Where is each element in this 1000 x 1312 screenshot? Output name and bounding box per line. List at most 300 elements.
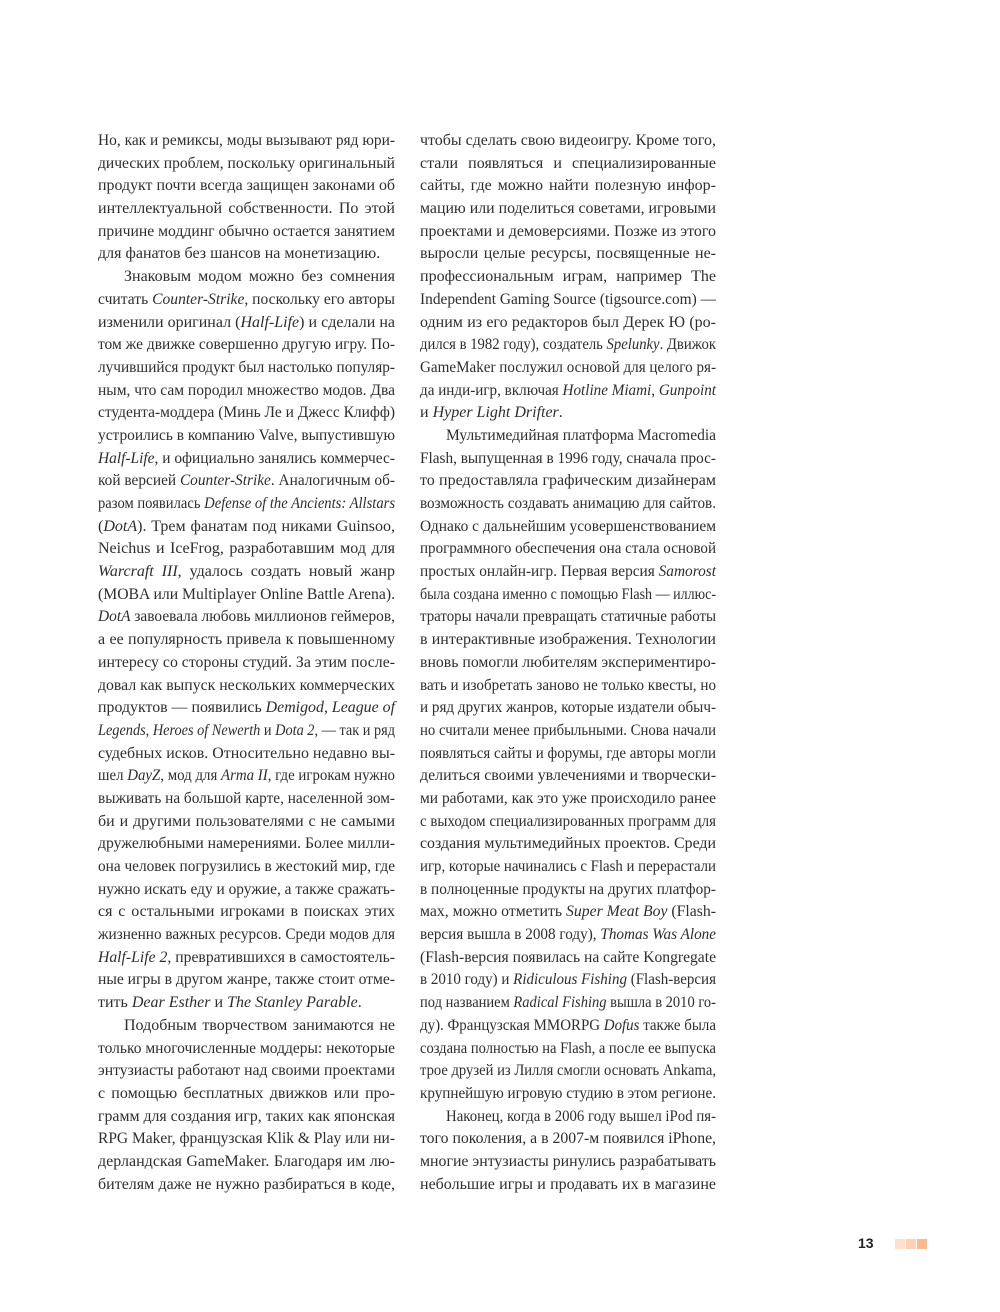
italic-title: Warcraft III [98,563,178,581]
text-run: завоевала любовь миллионов геймеров, [130,608,395,626]
text-line [98,1015,395,1038]
text-run: интересу со стороны студий. За этим после- [98,653,395,671]
text-run: Independent Gaming Source (tigsource.com) — [420,290,716,308]
text-run: тить [98,994,132,1012]
text-line-content [98,221,395,244]
text-line [420,538,716,561]
text-line-content [98,697,395,720]
text-line [420,947,716,970]
italic-title: Super Meat Boy [565,903,668,921]
text-line [420,289,716,312]
text-run: вать и изобретать заново не только квесты, но [420,676,716,694]
text-line-content [446,425,716,448]
text-line [98,243,395,266]
text-line-content [420,198,716,221]
text-line-content [98,675,395,698]
text-run: то предоставляла графическим дизайнерам [420,472,716,490]
text-line-content [420,289,716,312]
text-line [420,697,716,720]
text-run: разом появилась [98,495,205,512]
text-line [420,448,716,471]
text-line-content [98,470,395,493]
text-line [420,1128,716,1151]
italic-title: Dear Esther [131,994,211,1012]
text-line [420,969,716,992]
text-run: мацию или поделиться советами, игровыми [420,200,716,218]
text-line [98,833,395,856]
text-line-content [98,856,395,879]
text-line-content [98,765,395,788]
text-run: шел [98,767,128,785]
text-line [98,153,395,176]
text-run: выросли целые ресурсы, посвященные не- [420,245,716,263]
text-line-content [420,606,716,629]
text-run: ми работами, как это уже происходило ранее [420,789,716,807]
text-run: студента-моддера (Минь Ле и Джесс Клифф) [98,404,395,422]
text-line [98,1038,395,1061]
text-run: ные игры в другом жанре, также стоит отме- [98,971,395,989]
text-run: с помощью бесплатных движков или про- [98,1084,395,1102]
text-run: траторы начали превращать статичные работы [420,608,716,626]
text-run: сайты, где можно найти полезную инфор- [420,177,716,195]
text-line [98,493,395,516]
text-run: интеллектуальной собственности. По этой [98,200,395,218]
text-line [420,312,716,335]
text-line-content [98,652,395,675]
text-line [420,425,716,448]
text-run: грамм для создания игр, таких как японская [98,1107,395,1125]
text-run: изменили оригинал ( [98,313,241,331]
text-run: Мультимедийная платформа Macromedia [446,426,716,444]
text-line [98,879,395,902]
text-run: профессиональным играм, например The [420,268,716,286]
text-run: , мод для [160,767,222,785]
text-line-content [420,879,716,902]
text-line [98,175,395,198]
text-run: ). Трем фанатам под никами Guinsoo, [137,517,395,535]
text-line-content [420,1060,716,1083]
text-run: была создана именно с помощью Flash — иллюс- [420,585,716,603]
italic-title: Dofus [603,1016,640,1034]
text-line-content [420,901,716,924]
text-line [98,743,395,766]
text-line [420,833,716,856]
text-run: нужно искать еду и оружие, а также сражать- [98,880,395,898]
text-line-content [420,969,716,992]
text-line [420,1015,716,1038]
text-line [98,901,395,924]
text-line-content [98,743,395,766]
text-run: и ряд других жанров, которые издатели обыч- [420,699,716,717]
text-line [420,1083,716,1106]
text-run: продукт почти всегда защищен законами об [98,177,395,195]
text-line-content [420,402,563,425]
decorative-square [895,1239,905,1249]
text-line-content [420,652,716,675]
text-line-content [98,402,395,425]
text-run: трое друзей из Лилля смогли основать Ankama, [420,1062,716,1080]
text-run: (Flash- [667,903,716,921]
text-line-content [420,1083,716,1106]
text-run: да инди-игр, включая [420,381,563,399]
text-line [420,516,716,539]
text-line-content [420,1038,716,1061]
text-run: в полноценные продукты на других платфор- [420,880,716,898]
text-line [420,652,716,675]
page-number: 13 [858,1235,874,1251]
text-line-content [420,448,716,471]
text-run: чтобы сделать свою видеоигру. Кроме того, [420,132,716,149]
text-line [98,1151,395,1174]
text-line-content [98,947,395,970]
text-line [98,561,395,584]
text-line-content [420,584,716,607]
text-run: . [558,404,563,422]
text-line [98,720,395,743]
text-run: игр, которые начинались с Flash и перерастали [420,858,716,875]
text-line-content [420,380,716,403]
text-line [98,606,395,629]
text-run: для фанатов без шансов на монетизацию. [98,245,381,263]
text-run: ) и сделали на [299,313,396,331]
text-run: причине моддинг обычно остается занятием [98,222,395,240]
text-line-content [420,175,716,198]
text-line-content [420,470,716,493]
text-line [420,153,716,176]
text-line [98,856,395,879]
text-line [98,1128,395,1151]
text-line [98,992,395,1015]
text-line [98,924,395,947]
text-run: одним из его редакторов был Дерек Ю (ро- [420,313,716,331]
text-run: также была [639,1016,716,1034]
text-line-content [420,811,716,834]
text-line-content [98,992,362,1015]
text-run: бителям даже не нужно разбираться в коде, [98,1175,395,1193]
text-run: выживать на большой карте, населенной зом- [98,789,395,807]
text-line-content [98,289,395,312]
text-line-content [98,629,395,652]
text-run: она человек погрузились в жестокий мир, где [98,858,395,875]
text-line [98,380,395,403]
text-line [98,266,395,289]
text-line-content [98,1038,395,1061]
text-line [98,448,395,471]
text-run: . Движок [659,336,716,354]
text-line [420,380,716,403]
text-line [98,652,395,675]
text-line-content [420,357,716,380]
text-line-content [420,561,716,584]
text-run: простых онлайн-игр. Первая версия [420,563,659,581]
text-run: судебных исков. Относительно недавно вы- [98,744,395,762]
text-line-content [420,833,716,856]
text-line-content [98,1174,395,1197]
text-run: в 2010 году) и [420,971,514,989]
text-run: RPG Maker, французская Klik & Play или ни- [98,1130,395,1148]
text-run: вновь помогли любителям экспериментиро- [420,653,716,671]
text-line [420,856,716,879]
text-line [420,606,716,629]
text-run: , [145,721,153,739]
text-line-content [420,743,716,766]
text-line [420,221,716,244]
text-run: в интерактивные изображения. Технологии [420,631,716,649]
italic-title: Gunpoint [658,381,716,399]
text-run: Neichus и IceFrog, разработавшим мод для [98,540,395,558]
text-line-content [420,1151,716,1174]
text-line-content [98,606,395,629]
text-line-content [420,992,716,1015]
text-line-content [98,243,380,266]
text-line-content [98,175,395,198]
text-run: стали появляться и специализированные [420,154,716,172]
text-run: дических проблем, поскольку оригинальный [98,154,395,172]
text-line-content [420,334,716,357]
text-run: а ее популярность привела к повышенному [98,631,395,649]
text-run: и [420,404,433,422]
text-line-content [98,538,395,561]
text-line-content [98,1106,395,1129]
text-run: только многочисленные моддеры: некоторые [98,1039,395,1057]
text-line-content [98,561,395,584]
text-line-content [420,130,716,153]
text-run: крупнейшую игровую студию в этом регионе. [420,1084,716,1102]
text-line-content [420,675,716,698]
text-line [420,334,716,357]
italic-title: Thomas Was Alone [600,926,716,944]
text-line-content [124,266,395,289]
text-line [98,221,395,244]
text-run: . [357,994,362,1012]
text-line [420,584,716,607]
text-line-content [98,1060,395,1083]
text-run: , превратившихся в самостоятель- [167,948,395,966]
italic-title: Demigod [265,699,324,717]
text-run: программного обеспечения она стала основой [420,540,716,558]
text-run: GameMaker послужил основой для целого ря- [420,358,716,376]
text-run: дружелюбными намерениями. Более милли- [98,835,395,853]
text-line [420,561,716,584]
text-line-content [420,221,716,244]
italic-title: Hyper Light Drifter [432,404,559,422]
text-run: би и другими пользователями с не самыми [98,812,395,830]
text-line-content [98,130,395,153]
text-column-left [98,130,395,1196]
italic-title: Counter-Strike [179,472,271,490]
text-run: (Flash-версия появилась на сайте Kongregate [420,948,716,966]
text-line-content [98,516,395,539]
italic-title: Half-Life 2 [98,948,168,966]
text-run: считать [98,290,153,308]
text-line-content [98,969,395,992]
text-line-content [98,879,395,902]
text-line-content [420,947,716,970]
text-run: ся с остальными игроками в поисках этих [98,903,395,921]
text-line [420,788,716,811]
text-line-content [98,380,395,403]
text-line [420,675,716,698]
text-line [98,969,395,992]
text-run: и [260,721,276,739]
text-run: (MOBA или Multiplayer Online Battle Arena). [98,585,395,603]
text-line [98,1083,395,1106]
text-line [420,992,716,1015]
text-line [420,924,716,947]
text-run: Flash, выпущенная в 1996 году, сначала прос- [420,449,716,467]
decorative-square [906,1239,916,1249]
text-line-content [420,1128,716,1151]
text-run: кой версией [98,472,180,490]
text-line-content [98,720,395,743]
text-line [98,765,395,788]
text-run: проектами и демоверсиями. Позже из этого [420,222,716,240]
text-line [420,629,716,652]
italic-title: Heroes of Newerth [152,721,261,739]
text-line-content [420,493,716,516]
text-run: многие энтузиасты ринулись разрабатывать [420,1152,716,1170]
text-line [98,198,395,221]
text-run: , и официально занялись коммерчес- [154,449,395,467]
text-run: лучившийся продукт был настолько популяр- [98,358,395,376]
text-line-content [98,334,395,357]
text-line [420,765,716,788]
text-run: Но, как и ремиксы, моды вызывают ряд юри- [98,132,395,149]
italic-title: Ridiculous Fishing [513,971,627,989]
text-line-content [420,538,716,561]
italic-title: Defense of the Ancients: Allstars [204,495,395,512]
text-line-content [420,266,716,289]
text-line-content [420,697,716,720]
italic-title: The Stanley Parable [227,994,358,1012]
text-run: делиться своими увлечениями и творчески- [420,767,716,785]
text-line [420,879,716,902]
text-run: под названием [420,994,514,1012]
text-run: того поколения, а в 2007-м появился iPhone, [420,1130,716,1148]
text-line-content [98,493,395,516]
text-line-content [420,856,716,879]
text-line [98,289,395,312]
text-line [98,675,395,698]
text-line [98,516,395,539]
text-line-content [420,720,716,743]
text-line-content [98,198,395,221]
text-run: ( [98,517,104,535]
text-run: продуктов — появились [98,699,266,717]
text-run: довал как выпуск нескольких коммерческих [98,676,395,694]
text-run: небольшие игры и продавать их в магазине [420,1175,716,1193]
text-run: вышла в 2010 го- [606,994,716,1012]
text-run: но считали менее прибыльными. Снова начали [420,721,716,739]
text-run: и [210,994,228,1012]
text-line-content [98,833,395,856]
text-run: версия вышла в 2008 году), [420,926,601,944]
italic-title: Hotline Miami [562,381,652,399]
text-line [420,243,716,266]
text-run: с выходом специализированных программ для [420,812,716,830]
text-line-content [98,811,395,834]
text-run: Подобным творчеством занимаются не [124,1016,395,1034]
text-run: возможность создавать анимацию для сайтов. [420,495,716,512]
text-run: , удалось создать новый жанр [177,563,395,581]
text-line [98,629,395,652]
text-run: том же движке совершенно другую игру. По- [98,336,395,354]
text-line-content [98,448,395,471]
text-run: Наконец, когда в 2006 году вышел iPod пя- [446,1107,716,1125]
text-line [98,357,395,380]
text-line [420,198,716,221]
text-line [420,130,716,153]
text-line [420,493,716,516]
italic-title: Half-Life [98,449,155,467]
text-line [98,130,395,153]
text-line [420,1060,716,1083]
text-line-content [420,629,716,652]
text-line [420,357,716,380]
text-line-content [98,357,395,380]
text-line [98,334,395,357]
text-run: ду). Французская MMORPG [420,1016,604,1034]
text-run: . Аналогичным об- [270,472,395,490]
text-run: устроились в компанию Valve, выпустившую [98,426,395,444]
italic-title: Counter-Strike [152,290,245,308]
text-line [98,538,395,561]
text-line [98,811,395,834]
text-line [98,584,395,607]
text-run: Однако с дальнейшим усовершенствованием [420,517,716,535]
text-line [98,1060,395,1083]
text-line-content [446,1106,716,1129]
text-line [98,402,395,425]
text-line-content [420,153,716,176]
text-run: ным, что сам породил множество модов. Два [98,381,395,399]
italic-title: DayZ [127,767,161,785]
italic-title: Arma II [221,767,268,785]
text-line [98,697,395,720]
text-line-content [420,1174,716,1197]
text-line [98,947,395,970]
text-line-content [420,788,716,811]
text-line-content [420,765,716,788]
decorative-square [917,1239,927,1249]
text-line-content [124,1015,395,1038]
text-line [420,743,716,766]
text-line [420,402,716,425]
text-line [420,1038,716,1061]
text-line-content [420,516,716,539]
italic-title: Samorost [658,563,716,581]
text-run: , поскольку его авторы [244,290,395,308]
text-line [98,425,395,448]
text-run: , [323,699,332,717]
italic-title: DotA [98,608,131,626]
text-line-content [98,312,395,335]
text-line [420,811,716,834]
italic-title: Dota 2 [275,721,315,739]
text-line [420,1151,716,1174]
text-line-content [98,1151,395,1174]
text-run: жизненно важных ресурсов. Среди модов для [98,926,395,944]
text-line [420,720,716,743]
italic-title: Spelunky [606,336,660,354]
text-line [420,470,716,493]
text-run: , где игрокам нужно [267,767,395,785]
italic-title: DotA [103,517,138,535]
text-run: Знаковым модом можно без сомнения [124,268,395,286]
italic-title: Half-Life [240,313,300,331]
text-line [420,175,716,198]
text-line [420,901,716,924]
